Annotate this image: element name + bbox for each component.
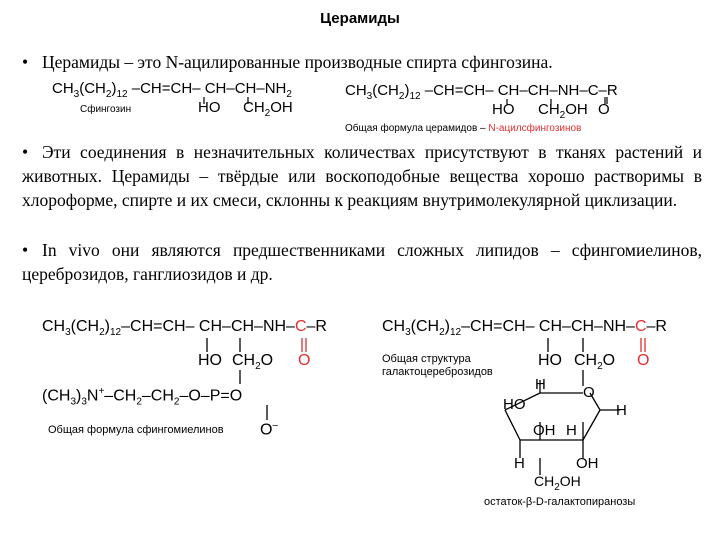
sphingomyelin-ho: HO bbox=[198, 352, 222, 369]
ring-label-h-right: H bbox=[566, 422, 577, 439]
ring-label-ch2oh: $CH_2OH$ bbox=[534, 473, 581, 493]
sphingosine-ch2oh: $CH_2OH$ bbox=[243, 99, 293, 119]
ring-label-h-bottom-left: H bbox=[514, 455, 525, 472]
cerebroside-ho: HO bbox=[538, 352, 562, 369]
bullet-1-text: Церамиды – это N-ацилированные производные спирта сфингозина. bbox=[42, 52, 553, 72]
sphingomyelin-o-minus: O– bbox=[260, 420, 279, 439]
sphingomyelin-carbonyl-o: O bbox=[298, 352, 311, 369]
ceramide-label: Общая формула церамидов – N-ацилсфингозинов bbox=[345, 123, 582, 134]
sphingomyelin-ch2o: $CH_2O$ bbox=[232, 352, 274, 373]
cerebroside-ch2o: $CH_2O$ bbox=[574, 352, 616, 373]
cerebroside-chain: $CH_3(CH_2)_{12}-CH=CH-$ CH–CH–NH–C–R bbox=[382, 318, 667, 339]
sphingomyelin-label: Общая формула сфингомиелинов bbox=[48, 424, 224, 436]
galactopyranose-residue-label: остаток-β-D-галактопиранозы bbox=[484, 496, 636, 508]
sphingomyelin-phosphocholine: $(CH_3)_3N^+-CH_2-CH_2-O-P=O$ bbox=[42, 386, 243, 408]
ring-label-h-c1: H bbox=[616, 402, 627, 419]
bullet-3-text: In vivo они являются предшественниками сложных липидов – сфингомиелинов, цереброзидов, ганглиозидов и др. bbox=[22, 240, 702, 284]
ring-label-oh-left: OH bbox=[533, 422, 556, 439]
bullet-dot: • bbox=[22, 142, 29, 162]
ceramide-ch2oh: $CH_2OH$ bbox=[538, 101, 588, 121]
bullet-2-text: Эти соединения в незначительных количествах присутствуют в тканях растений и животных. Церамиды – твёрдые или воскоподобные вещества хорошо растворимы в хлороформе, спирте и их смеси, склонны к реакциям внутримолекулярной циклизации. bbox=[22, 142, 702, 210]
sphingosine-label: Сфингозин bbox=[80, 104, 132, 115]
ring-label-oh-bottom: OH bbox=[576, 455, 599, 472]
cerebroside-label: Общая структура галактоцереброзидов bbox=[382, 353, 493, 378]
slide-title: Церамиды bbox=[320, 10, 400, 27]
cerebroside-carbonyl-o: O bbox=[637, 352, 650, 369]
sphingomyelin-chain: $CH_3(CH_2)_{12}-CH=CH-$ CH–CH–NH–C–R bbox=[42, 318, 327, 339]
sphingosine-formula: $CH_3(CH_2)_{12}$ –CH=CH– $CH-CH-NH_2$ bbox=[52, 80, 292, 100]
sphingosine-ho: HO bbox=[198, 99, 221, 116]
bullet-dot: • bbox=[22, 240, 29, 260]
ceramide-o: O bbox=[598, 101, 610, 118]
bullet-dot: • bbox=[22, 52, 29, 72]
ring-label-ho: HO bbox=[503, 396, 526, 413]
ring-label-h-top: H bbox=[535, 376, 546, 393]
ceramide-ho: HO bbox=[492, 101, 515, 118]
ring-label-o-ring: O bbox=[583, 384, 595, 401]
ceramide-formula: $CH_3(CH_2)_{12}$ –CH=CH– CH–CH–NH–C–R bbox=[345, 82, 618, 102]
